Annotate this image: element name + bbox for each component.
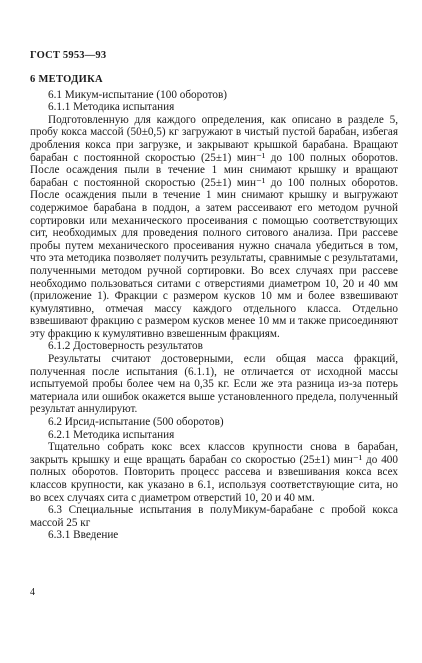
section-heading: 6 МЕТОДИКА xyxy=(30,74,103,85)
body-paragraph: 6.3 Специальные испытания в полуМикум-барабане с пробой кокса массой 25 кг xyxy=(30,504,398,529)
subsection-heading: 6.2 Ирсид-испытание (500 оборотов) xyxy=(48,416,224,429)
body-paragraph: Тщательно собрать кокс всех классов крупности снова в барабан, закрыть крышку и еще вращать барабан со скоростью (25±1) мин⁻¹ до 400 полных оборотов. Повторить процесс рассева и взвешивания кокса всех классов крупности, как указано в 6.1, используя соответствующие сита, но во всех случаях сита с диаметром отверстий 10, 20 и 40 мм. xyxy=(30,441,398,504)
body-paragraph: Результаты считают достоверными, если общая масса фракций, полученная после испытания (6.1.1), не отличается от исходной массы испытуемой пробы более чем на 0,35 кг. Если же эта разница из-за потерь материала или ошибок окажется выше установленного предела, полученный результат аннулируют. xyxy=(30,353,398,416)
subsection-heading: 6.2.1 Методика испытания xyxy=(48,428,175,441)
subsection-heading: 6.3.1 Введение xyxy=(48,529,119,542)
body-paragraph: Подготовленную для каждого определения, как описано в разделе 5, пробу кокса массой (50±0,5) кг загружают в чистый пустой барабан, избегая дробления кокса при загрузке, и закрывают крышкой барабана. Вращают барабан с постоянной скоростью (25±1) мин⁻¹ до 100 полных оборотов. После осаждения пыли в течение 1 мин снимают крышку и вращают барабан с постоянной скоростью (25±1) мин⁻¹ до 100 полных оборотов. После осаждения пыли в течение 1 мин снимают крышку и выгружают содержимое барабана в поддон, а затем рассеивают его методом ручной сортировки или механического просеивания с помощью соответствующих сит, необходимых для проведения полного ситового анализа. При рассеве пробы путем механического просеивания нужно сначала убедиться в том, что эта методика позволяет получить результаты, сравнимые с результатами, полученными методом ручной сортировки. Во всех случаях при рассеве необходимо пользоваться ситами с отверстиями диаметром 10, 20 и 40 мм (приложение 1). Фракции с размером кусков 10 мм и более взвешивают кумулятивно, отмечая массу каждого отдельного класса. Отдельно взвешивают фракцию с размером кусков менее 10 мм и также присоединяют эту фракцию к кумулятивно взвешенным фракциям. xyxy=(30,113,398,340)
subsection-heading: 6.1.1 Методика испытания xyxy=(48,101,175,114)
subsection-heading: 6.1.2 Достоверность результатов xyxy=(48,340,203,353)
subsection-heading: 6.1 Микум-испытание (100 оборотов) xyxy=(48,88,227,101)
document-body xyxy=(30,74,398,542)
page-number: 4 xyxy=(30,587,35,598)
standard-code: ГОСТ 5953—93 xyxy=(30,50,107,61)
